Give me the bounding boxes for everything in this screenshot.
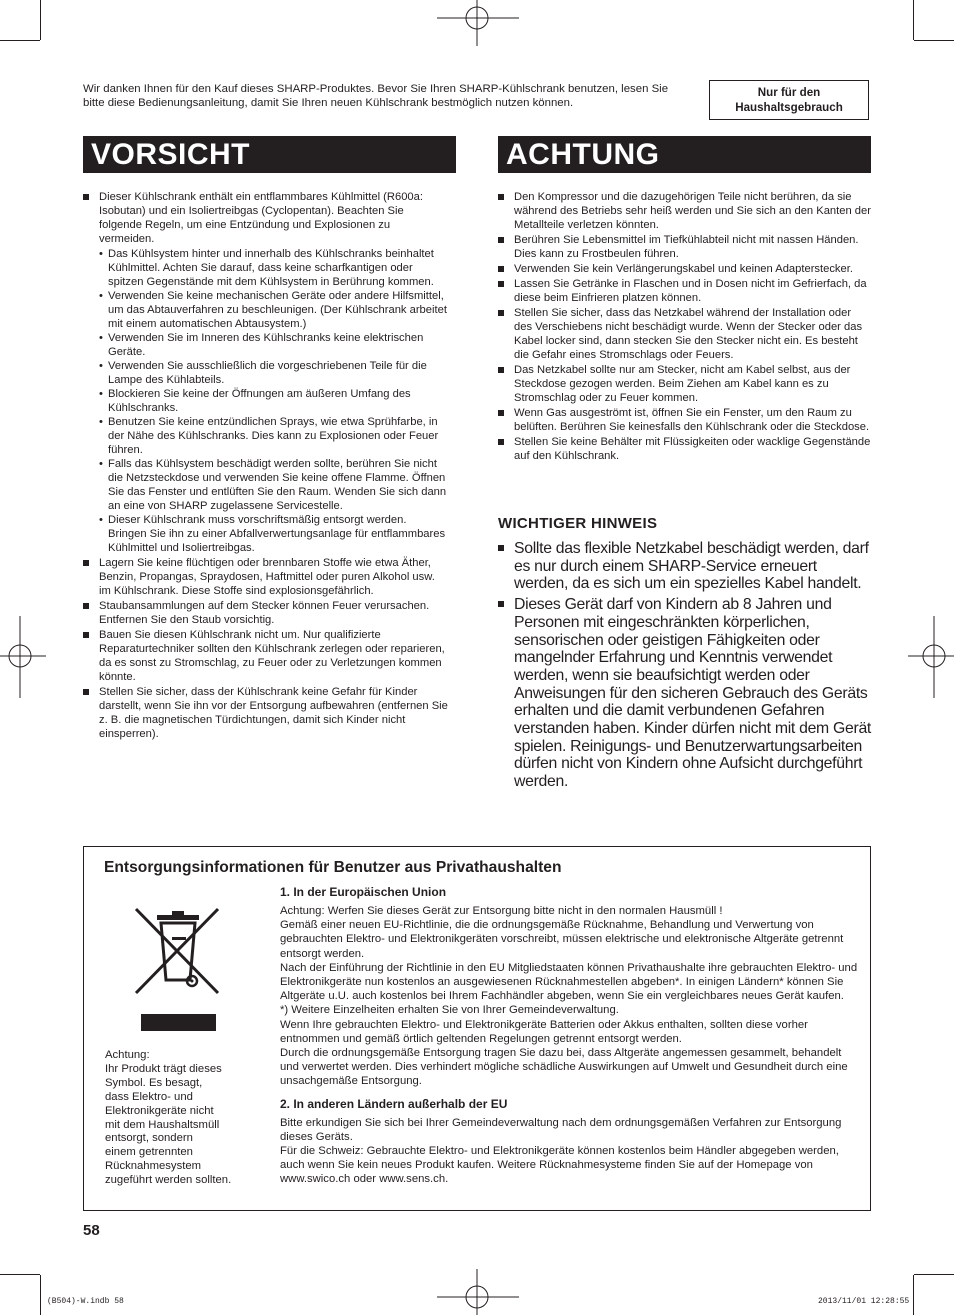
vorsicht-subitem: • Verwenden Sie ausschließlich die vorgeschriebenen Teile für die Lampe des Kühlabteils. [99,359,448,387]
vorsicht-subitem: • Falls das Kühlsystem beschädigt werden sollte, berühren Sie nicht die Netzsteckdose und verwenden Sie keine offene Flamme. Öffnen Sie das Fenster und entlüften Sie den Raum. Wenden Sie sich dann an eine von SHARP zugelassene Servicestelle. [99,457,448,513]
vorsicht-subitem: • Benutzen Sie keine entzündlichen Sprays, wie etwa Sprühfarbe, in der Nähe des Kühlschranks. Dies kann zu Explosionen oder Feuer führen. [99,415,448,457]
registration-mark-bottom [437,1269,519,1315]
hinweis-item: Dieses Gerät darf von Kindern ab 8 Jahren und Personen mit eingeschränkten körperlichen, sensorischen oder geistigen Fähigkeiten oder mangelnder Erfahrung und Kenntnis verwendet werden, wenn sie beaufsichtigt werden oder Anweisungen für den sicheren Gebrauch des Geräts erhalten und die damit verbundenen Gefahren verstanden haben. Kinder dürfen nicht mit dem Gerät spielen. Reinigungs- und Benutzerwartungsarbeiten dürfen nicht von Kindern ohne Aufsicht durchgeführt werden. [498,596,872,791]
vorsicht-subitem: • Blockieren Sie keine der Öffnungen am äußeren Umfang des Kühlschranks. [99,387,448,415]
eu-section-heading: 1. In der Europäischen Union [280,885,447,899]
achtung-item: Wenn Gas ausgeströmt ist, öffnen Sie ein Fenster, um den Raum zu belüften. Berühren Sie keinesfalls den Kühlschrank oder die Steckdose. [498,406,872,434]
non-eu-section-text: Bitte erkundigen Sie sich bei Ihrer Gemeindeverwaltung nach dem ordnungsgemäßen Verfahren zur Entsorgung dieses Geräts. Für die Schweiz: Gebrauchte Elektro- und Elektronikgeräte können kostenlos beim Händler abgegeben werden, auch wenn Sie kein neues Produkt kaufen. Weitere Rücknahmesysteme finden Sie auf der Homepage von www.swico.ch oder www.sens.ch. [280,1116,842,1186]
non-eu-section-heading: 2. In anderen Ländern außerhalb der EU [280,1096,508,1111]
vorsicht-subitem: • Dieser Kühlschrank muss vorschriftsmäßig entsorgt werden. Bringen Sie ihn zu einer Abfallverwertungsanlage für entflammbares Kühlmittel und Isoliertreibgas. [99,513,448,555]
footer-file-info: (B504)-W.indb 58 [47,1297,124,1306]
badge-line-1: Nur für den [757,86,821,99]
crossed-out-wheelie-bin-icon [128,905,226,1035]
vorsicht-sublist [99,247,448,555]
achtung-list [498,190,872,463]
footer-timestamp: 2013/11/01 12:28:55 [818,1297,910,1306]
achtung-item: Stellen Sie keine Behälter mit Flüssigkeiten oder wacklige Gegenstände auf den Kühlschrank. [498,435,872,463]
vorsicht-subitem: • Das Kühlsystem hinter und innerhalb des Kühlschranks beinhaltet Kühlmittel. Achten Sie darauf, dass keine scharfkantigen oder spitzen Gegenstände mit dem Kühlsystem in Berührung kommen. [99,247,448,289]
hinweis-heading: WICHTIGER HINWEIS [498,515,658,532]
vorsicht-item: Bauen Sie diesen Kühlschrank nicht um. Nur qualifizierte Reparaturtechniker sollten den Kühlschrank zerlegen oder reparieren, da es sonst zu Stromschlag, zu Feuer oder zu Verletzungen kommen könnte. [83,628,448,684]
vorsicht-item [83,190,448,555]
achtung-item: Den Kompressor und die dazugehörigen Teile nicht berühren, da sie während des Betriebs sehr heiß werden und Sie sich an den Kanten der Metallteile verletzen könnten. [498,190,872,232]
achtung-item: Lassen Sie Getränke in Flaschen und in Dosen nicht im Gefrierfach, da diese beim Einfrieren platzen können. [498,277,872,305]
eu-section-text: Achtung: Werfen Sie dieses Gerät zur Entsorgung bitte nicht in den normalen Hausmüll ! Gemäß einer neuen EU-Richtlinie, die die ordnungsgemäße Rücknahme, Behandlung und Verwertung von gebrauchten Elektro- und Elektronikgeräten vorschreibt, müssen elektrische und elektronische Altgeräte getrennt entsorgt werden. Nach der Einführung der Richtlinie in den EU Mitgliedstaaten können Privathaushalte ihre gebrauchten Elektro- und Elektronikgeräte nun kostenlos an ausgewiesenen Rücknahmestellen abgeben*. In einigen Ländern* können Sie Altgeräte u.U. auch kostenlos bei Ihrem Fachhändler abgeben, wenn Sie ein vergleichbares neues Gerät kaufen. *) Weitere Einzelheiten erhalten Sie von Ihrer Gemeindeverwaltung. Wenn Ihre gebrauchten Elektro- und Elektronikgeräte Batterien oder Akkus enthalten, sollten diese vorher entnommen und gemäß örtlich geltenden Regelungen getrennt entsorgt werden. Durch die ordnungsgemäße Entsorgung tragen Sie dazu bei, dass Altgeräte angemessen gesammelt, behandelt und verwertet werden. Dies verhindert mögliche schädliche Auswirkungen auf Umwelt und Gesundheit durch eine unsachgemäße Entsorgung. [280,905,858,1088]
achtung-item: Stellen Sie sicher, dass das Netzkabel während der Installation oder des Verschiebens nicht beschädigt wurde. Wenn der Stecker oder das Kabel locker sind, dann stecken Sie den Stecker nicht ein. Es besteht die Gefahr eines Stromschlags oder Feuers. [498,306,872,362]
registration-mark-left [0,616,46,698]
symbol-note: Achtung: Ihr Produkt trägt dieses Symbol. Es besagt, dass Elektro- und Elektronikgeräte nicht mit dem Haushaltsmüll entsorgt, sondern einem getrennten Rücknahmesystem zugeführt werden sollten. [105,1049,232,1187]
achtung-section [498,190,872,464]
hinweis-list [498,540,872,791]
household-use-badge [709,80,869,120]
achtung-item: Das Netzkabel sollte nur am Stecker, nicht am Kabel selbst, aus der Steckdose gezogen werden. Beim Ziehen am Kabel kann es zu Stromschlag oder zu Feuer kommen. [498,363,872,405]
hinweis-section [498,540,872,794]
vorsicht-section [83,190,448,742]
vorsicht-banner: VORSICHT [83,136,456,173]
vorsicht-item: Lagern Sie keine flüchtigen oder brennbaren Stoffe wie etwa Äther, Benzin, Propangas, Spraydosen, Haftmittel oder puren Alkohol usw. im Kühlschrank. Diese Stoffe sind explosionsgefährlich. [83,556,448,598]
badge-line-2: Haushaltsgebrauch [735,100,843,114]
vorsicht-item: Staubansammlungen auf dem Stecker können Feuer verursachen. Entfernen Sie den Staub vorsichtig. [83,599,448,627]
page-number: 58 [83,1222,100,1239]
registration-mark-right [908,616,954,698]
hinweis-item: Sollte das flexible Netzkabel beschädigt werden, darf es nur durch einem SHARP-Service erneuert werden, da es sich um ein spezielles Kabel handelt. [498,540,872,593]
vorsicht-item-text: Dieser Kühlschrank enthält ein entflammbares Kühlmittel (R600a: Isobutan) und ein Isoliertreibgas (Cyclopentan). Beachten Sie folgende Regeln, um eine Entzündung und Explosionen zu vermeiden. [99,191,423,245]
intro-text: Wir danken Ihnen für den Kauf dieses SHARP-Produktes. Bevor Sie Ihren SHARP-Kühlschrank benutzen, lesen Sie bitte diese Bedienungsanleitung, damit Sie Ihren neuen Kühlschrank bestmöglich nutzen können. [83,83,669,110]
achtung-banner: ACHTUNG [498,136,871,173]
vorsicht-item: Stellen Sie sicher, dass der Kühlschrank keine Gefahr für Kinder darstellt, wenn Sie ihn vor der Entsorgung aufbewahren (entfernen Sie z. B. die magnetischen Türdichtungen, damit sich Kinder nicht einsperren). [83,685,448,741]
vorsicht-subitem: • Verwenden Sie keine mechanischen Geräte oder andere Hilfsmittel, um das Abtauverfahren zu beschleunigen. (Der Kühlschrank arbeitet mit einem automatischen Abtausystem.) [99,289,448,331]
achtung-item: Verwenden Sie kein Verlängerungskabel und keinen Adapterstecker. [498,262,872,276]
registration-mark-top [437,0,519,46]
disposal-content [280,885,863,1187]
vorsicht-subitem: • Verwenden Sie im Inneren des Kühlschranks keine elektrischen Geräte. [99,331,448,359]
disposal-title: Entsorgungsinformationen für Benutzer aus Privathaushalten [104,859,562,876]
achtung-item: Berühren Sie Lebensmittel im Tiefkühlabteil nicht mit nassen Händen. Dies kann zu Frostbeulen führen. [498,233,872,261]
vorsicht-list [83,190,448,741]
